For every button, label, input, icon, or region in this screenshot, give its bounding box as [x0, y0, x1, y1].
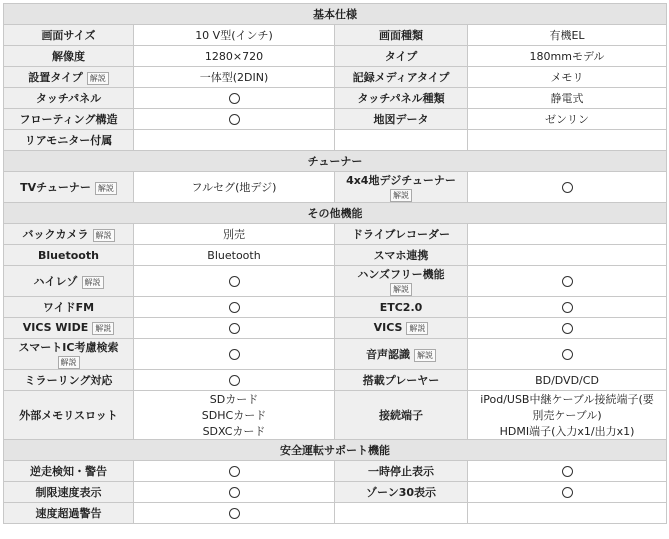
media-type-label: 記録メディアタイプ	[335, 67, 468, 88]
player-label: 搭載プレーヤー	[335, 370, 468, 391]
digital-tuner-value	[468, 172, 667, 203]
vics-wide-kaisetsu-button[interactable]: 解説	[92, 322, 114, 335]
empty-cell	[335, 503, 468, 524]
mirroring-label: ミラーリング対応	[4, 370, 134, 391]
back-camera-value: 別売	[134, 224, 335, 245]
circle-icon	[562, 302, 573, 313]
etc-label: ETC2.0	[335, 297, 468, 318]
install-type-kaisetsu-button[interactable]: 解説	[87, 72, 109, 85]
vics-kaisetsu-button[interactable]: 解説	[406, 322, 428, 335]
vics-wide-label: VICS WIDE	[22, 321, 89, 335]
empty-cell	[335, 130, 468, 151]
circle-icon	[562, 487, 573, 498]
handsfree-value	[468, 266, 667, 297]
mirroring-value	[134, 370, 335, 391]
touch-panel-type-label: タッチパネル種類	[335, 88, 468, 109]
floating-value	[134, 109, 335, 130]
digital-tuner-label: 4x4地デジチューナー	[346, 174, 456, 187]
digital-tuner-cell	[335, 172, 468, 203]
install-type-value: 一体型(2DIN)	[134, 67, 335, 88]
hires-kaisetsu-button[interactable]: 解説	[82, 276, 104, 289]
install-type-cell	[4, 67, 134, 88]
tv-tuner-value: フルセグ(地デジ)	[134, 172, 335, 203]
ext-memory-sdhc: SDHCカード	[201, 409, 267, 422]
bluetooth-value: Bluetooth	[134, 245, 335, 266]
circle-icon	[229, 323, 240, 334]
screen-size-label: 画面サイズ	[4, 25, 134, 46]
touch-panel-value	[134, 88, 335, 109]
terminal-line-3: HDMI端子(入力x1/出力x1)	[499, 425, 635, 438]
vics-label: VICS	[373, 321, 403, 335]
map-data-value: ゼンリン	[468, 109, 667, 130]
ext-memory-sd: SDカード	[209, 393, 259, 406]
pause-value	[468, 461, 667, 482]
circle-icon	[229, 466, 240, 477]
wrong-way-value	[134, 461, 335, 482]
bluetooth-label: Bluetooth	[4, 245, 134, 266]
wide-fm-value	[134, 297, 335, 318]
circle-icon	[562, 323, 573, 334]
hires-label: ハイレゾ	[33, 275, 78, 288]
resolution-label: 解像度	[4, 46, 134, 67]
voice-label: 音声認識	[366, 348, 410, 361]
touch-panel-label: タッチパネル	[4, 88, 134, 109]
vics-cell	[335, 318, 468, 339]
smart-ic-cell	[4, 339, 134, 370]
smartphone-value	[468, 245, 667, 266]
circle-icon	[562, 466, 573, 477]
screen-size-value: 10 V型(インチ)	[134, 25, 335, 46]
ext-memory-value	[134, 391, 335, 440]
screen-type-value: 有機EL	[468, 25, 667, 46]
handsfree-kaisetsu-button[interactable]: 解説	[390, 283, 412, 296]
circle-icon	[229, 375, 240, 386]
resolution-value: 1280×720	[134, 46, 335, 67]
section-tuner-header: チューナー	[4, 151, 667, 172]
voice-value	[468, 339, 667, 370]
media-type-value: メモリ	[468, 67, 667, 88]
back-camera-label: バックカメラ	[22, 228, 89, 241]
zone30-label: ゾーン30表示	[335, 482, 468, 503]
circle-icon	[562, 182, 573, 193]
smart-ic-kaisetsu-button[interactable]: 解説	[58, 356, 80, 369]
drive-recorder-value	[468, 224, 667, 245]
type-value: 180mmモデル	[468, 46, 667, 67]
rear-monitor-value	[134, 130, 335, 151]
section-basic-header: 基本仕様	[4, 4, 667, 25]
empty-cell	[468, 503, 667, 524]
touch-panel-type-value: 静電式	[468, 88, 667, 109]
type-label: タイプ	[335, 46, 468, 67]
circle-icon	[229, 93, 240, 104]
voice-kaisetsu-button[interactable]: 解説	[414, 349, 436, 362]
rear-monitor-label: リアモニター付属	[4, 130, 134, 151]
digital-tuner-kaisetsu-button[interactable]: 解説	[390, 189, 412, 202]
hires-value	[134, 266, 335, 297]
tv-tuner-cell	[4, 172, 134, 203]
overspeed-value	[134, 503, 335, 524]
etc-value	[468, 297, 667, 318]
terminal-line-1: iPod/USB中継ケーブル接続端子(要	[480, 393, 654, 406]
handsfree-cell	[335, 266, 468, 297]
vics-value	[468, 318, 667, 339]
section-safety-header: 安全運転サポート機能	[4, 440, 667, 461]
circle-icon	[229, 349, 240, 360]
section-other-header: その他機能	[4, 203, 667, 224]
speed-limit-label: 制限速度表示	[4, 482, 134, 503]
zone30-value	[468, 482, 667, 503]
back-camera-kaisetsu-button[interactable]: 解説	[93, 229, 115, 242]
empty-cell	[468, 130, 667, 151]
hires-cell	[4, 266, 134, 297]
circle-icon	[229, 114, 240, 125]
circle-icon	[229, 276, 240, 287]
floating-label: フローティング構造	[4, 109, 134, 130]
handsfree-label: ハンズフリー機能	[357, 268, 445, 281]
circle-icon	[229, 487, 240, 498]
terminal-value	[468, 391, 667, 440]
map-data-label: 地図データ	[335, 109, 468, 130]
tv-tuner-label: TVチューナー	[20, 181, 91, 194]
spec-table	[3, 3, 667, 524]
smart-ic-value	[134, 339, 335, 370]
player-value: BD/DVD/CD	[468, 370, 667, 391]
wrong-way-label: 逆走検知・警告	[4, 461, 134, 482]
terminal-line-2: 別売ケーブル)	[532, 409, 602, 422]
circle-icon	[229, 508, 240, 519]
circle-icon	[562, 276, 573, 287]
drive-recorder-label: ドライブレコーダー	[335, 224, 468, 245]
tv-tuner-kaisetsu-button[interactable]: 解説	[95, 182, 117, 195]
smart-ic-label: スマートIC考慮検索	[18, 341, 119, 354]
screen-type-label: 画面種類	[335, 25, 468, 46]
pause-label: 一時停止表示	[335, 461, 468, 482]
speed-limit-value	[134, 482, 335, 503]
overspeed-label: 速度超過警告	[4, 503, 134, 524]
smartphone-label: スマホ連携	[335, 245, 468, 266]
wide-fm-label: ワイドFM	[4, 297, 134, 318]
back-camera-cell	[4, 224, 134, 245]
terminal-label: 接続端子	[335, 391, 468, 440]
install-type-label: 設置タイプ	[28, 71, 83, 84]
circle-icon	[562, 349, 573, 360]
vics-wide-cell	[4, 318, 134, 339]
circle-icon	[229, 302, 240, 313]
vics-wide-value	[134, 318, 335, 339]
voice-cell	[335, 339, 468, 370]
ext-memory-sdxc: SDXCカード	[202, 425, 266, 438]
ext-memory-label: 外部メモリスロット	[4, 391, 134, 440]
